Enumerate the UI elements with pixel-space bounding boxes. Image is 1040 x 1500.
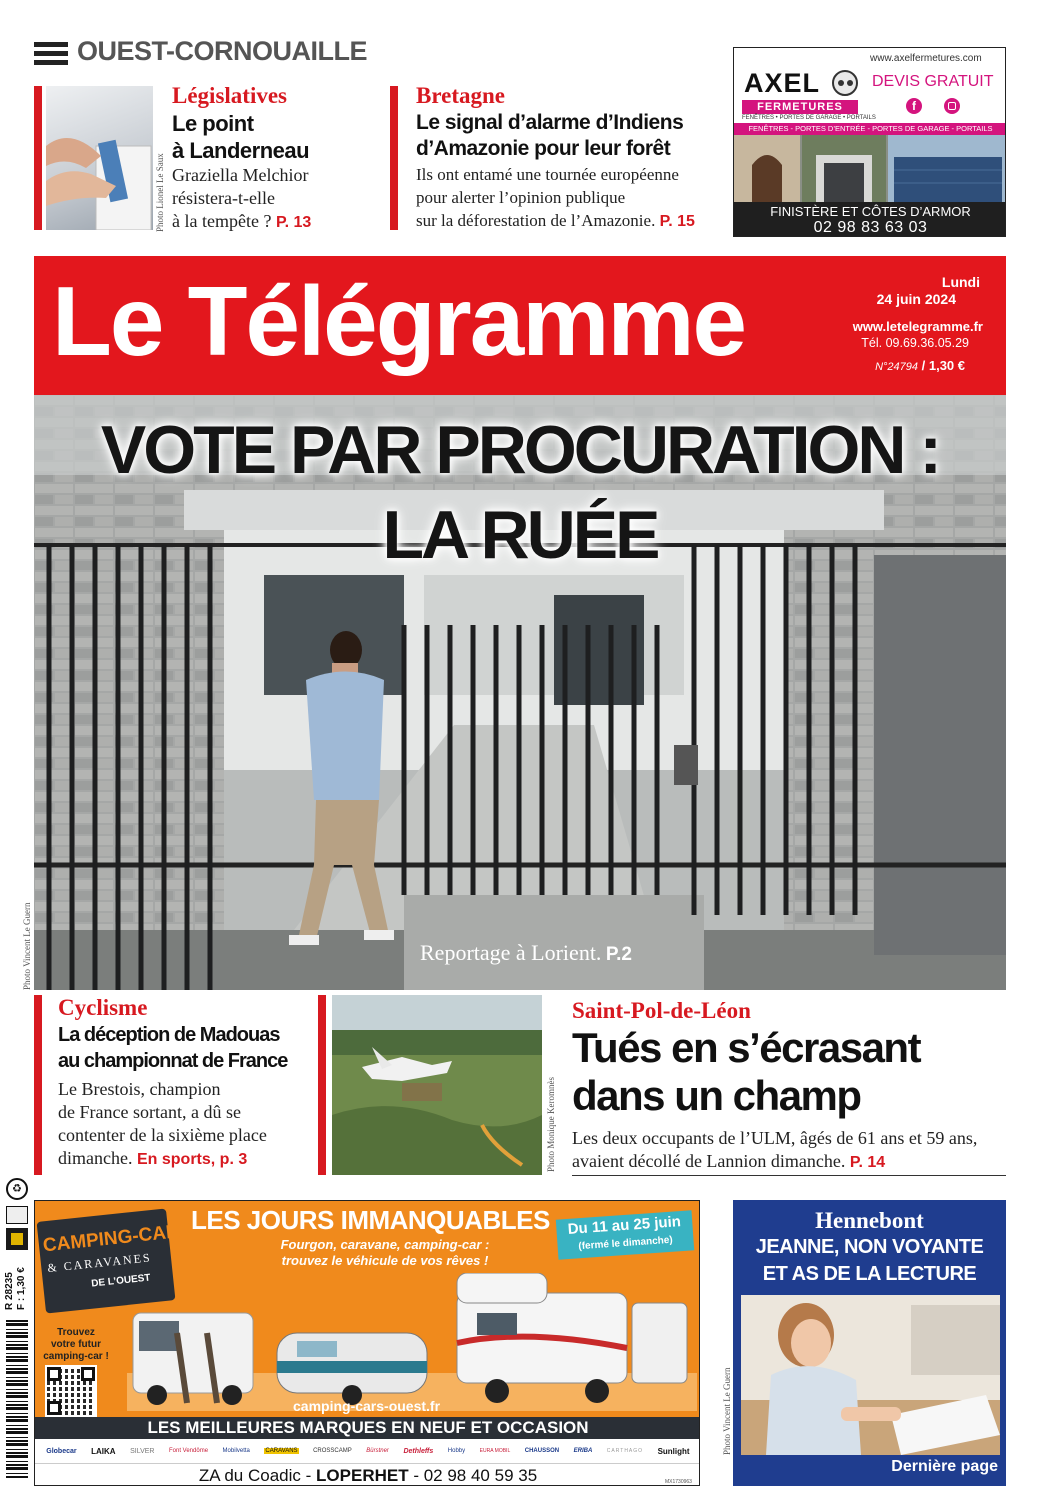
ad-camping-logo-3: DE L’OUEST — [90, 1272, 152, 1290]
brand-logo: CROSSCAMP — [313, 1448, 352, 1454]
cycling-body-4-text: dimanche. — [58, 1148, 133, 1168]
brand-logo: Mobilvetta — [222, 1448, 250, 1454]
ad-camping[interactable] — [34, 1200, 700, 1486]
teaser-left-photo — [46, 86, 153, 230]
ad-camping-vehicles — [127, 1273, 697, 1411]
ad-camping-qr-text-2: votre futur — [51, 1339, 101, 1350]
crash-page-ref[interactable]: P. 14 — [849, 1154, 886, 1171]
ad-camping-qr-text-3: camping-car ! — [43, 1351, 109, 1362]
masthead-logo[interactable]: Le Télégramme — [52, 266, 745, 376]
hennebont-box[interactable] — [733, 1200, 1006, 1486]
edition-label: OUEST-CORNOUAILLE — [77, 36, 368, 66]
hennebont-kicker: Hennebont — [815, 1208, 924, 1233]
qr-code-icon[interactable] — [45, 1365, 97, 1417]
masthead-issue-price — [814, 358, 965, 373]
ad-axel-mascot-icon — [832, 70, 858, 96]
ad-camping-dates — [556, 1210, 694, 1259]
masthead — [34, 256, 1006, 395]
teaser-left-photo-credit: Photo Lionel Le Saux — [155, 153, 165, 232]
cycling-title-1[interactable]: La déception de Madouas — [58, 1024, 280, 1046]
crash-photo — [332, 995, 542, 1175]
brand-logo: ERIBA — [573, 1448, 593, 1454]
teaser-mid-body-3-text: sur la déforestation de l’Amazonie. — [416, 211, 656, 230]
crash-title-2[interactable]: dans un champ — [572, 1072, 861, 1119]
teaser-mid-body-2: pour alerter l’opinion publique — [416, 188, 626, 207]
press-icon — [6, 1206, 28, 1224]
brand-logo: Sunlight — [657, 1446, 690, 1456]
teaser-mid-page-ref[interactable]: P. 15 — [659, 213, 695, 230]
hennebont-title-2: ET AS DE LA LECTURE — [762, 1263, 977, 1285]
crash-body-2 — [572, 1150, 885, 1174]
brand-logo: CARTHAGO — [606, 1448, 644, 1454]
ad-axel-website: www.axelfermetures.com — [870, 53, 982, 64]
main-caption-page-ref[interactable]: P.2 — [605, 944, 632, 965]
crash-body-2-text: avaient décollé de Lannion dimanche. — [572, 1151, 846, 1171]
cycling-body-2: de France sortant, a dû se — [58, 1102, 241, 1122]
brand-logo: LAIKA — [91, 1446, 116, 1456]
teaser-left-body-1: Graziella Melchior — [172, 165, 309, 185]
teaser-left-kicker: Législatives — [172, 83, 287, 108]
brand-logo: CHAUSSON — [524, 1448, 560, 1454]
cycling-body-4 — [58, 1147, 247, 1171]
teaser-mid-kicker: Bretagne — [416, 83, 506, 108]
ad-camping-address[interactable] — [35, 1463, 700, 1486]
brand-logo: Font Vendôme — [169, 1448, 209, 1454]
hennebont-photo-credit: Photo Vincent Le Guern — [722, 1367, 732, 1455]
teaser-left-title-2[interactable]: à Landerneau — [172, 138, 310, 163]
ad-camping-sub-1: Fourgon, caravane, camping-car : — [280, 1237, 490, 1252]
crash-rule — [572, 1175, 1006, 1176]
cycling-page-ref[interactable]: En sports, p. 3 — [136, 1151, 248, 1168]
crash-title-1[interactable]: Tués en s’écrasant — [572, 1024, 921, 1071]
ad-camping-brands — [35, 1439, 700, 1463]
brand-logo: Dethleffs — [403, 1447, 434, 1455]
masthead-day: Lundi — [941, 274, 980, 290]
side-code: R 28235 — [4, 1272, 15, 1310]
main-photo-credit: Photo Vincent Le Guern — [22, 902, 32, 990]
cycling-kicker: Cyclisme — [58, 995, 148, 1020]
teaser-mid-body-3 — [416, 209, 695, 233]
teaser-mid-title-2[interactable]: d’Amazonie pour leur forêt — [416, 137, 671, 160]
side-price: F : 1,30 € — [16, 1267, 27, 1310]
crash-photo-credit: Photo Monique Keromnès — [546, 1077, 556, 1172]
crash-body-1: Les deux occupants de l’ULM, âgés de 61 ans et 59 ans, — [572, 1128, 978, 1148]
ad-camping-address-3: - 02 98 40 59 35 — [413, 1466, 538, 1485]
main-caption-text: Reportage à Lorient. — [420, 940, 602, 965]
hennebont-page-ref[interactable]: Dernière page — [891, 1458, 998, 1475]
brand-logo: CARAVANS — [265, 1448, 298, 1454]
cycling-body-3: contenter de la sixième place — [58, 1125, 267, 1145]
teaser-left-page-ref[interactable]: P. 13 — [275, 214, 312, 231]
main-headline-2[interactable]: LA RUÉE — [382, 497, 658, 573]
ad-camping-logo-2: & CARAVANES — [46, 1250, 153, 1276]
ad-camping-tagline: LES MEILLEURES MARQUES EN NEUF ET OCCASION — [35, 1417, 700, 1439]
cycling-body-1: Le Brestois, champion — [58, 1079, 221, 1099]
masthead-phone: Tél. 09.69.36.05.29 — [861, 336, 969, 350]
ad-camping-ref: MX1730963 — [665, 1479, 692, 1485]
ad-axel-strip: FENÊTRES - PORTES D’ENTRÉE - PORTES DE GARAGE - PORTAILS — [734, 123, 1006, 135]
ad-camping-url[interactable]: camping-cars-ouest.fr — [293, 1398, 441, 1414]
ad-axel-phone[interactable]: 02 98 83 63 03 — [813, 219, 928, 236]
brand-logo: Hobby — [447, 1448, 466, 1454]
cycling-bar-right — [318, 995, 326, 1175]
facebook-icon[interactable]: f — [906, 98, 922, 114]
ad-axel-photos — [734, 135, 1006, 202]
instagram-icon[interactable] — [944, 98, 960, 114]
hennebont-photo — [741, 1295, 1000, 1455]
teaser-left-body-3 — [172, 210, 311, 234]
teaser-left-bar — [34, 86, 42, 230]
teaser-left-body-2: résistera-t-elle — [172, 188, 275, 208]
masthead-date: 24 juin 2024 — [876, 291, 956, 307]
masthead-website[interactable]: www.letelegramme.fr — [852, 319, 983, 334]
ad-camping-dates-1: Du 11 au 25 juin — [567, 1213, 682, 1238]
ad-axel[interactable] — [733, 47, 1006, 237]
brand-logo: SILVER — [130, 1447, 155, 1455]
ad-camping-headline: LES JOURS IMMANQUABLES — [191, 1205, 550, 1235]
recycle-icon: ♻ — [6, 1178, 28, 1200]
masthead-price: / 1,30 € — [921, 358, 965, 373]
main-caption[interactable] — [420, 940, 632, 966]
ad-axel-brand-tagline: FENÊTRES • PORTES DE GARAGE • PORTAILS — [742, 115, 876, 121]
cycling-bar-left — [34, 995, 42, 1175]
ad-axel-region: FINISTÈRE ET CÔTES D’ARMOR — [770, 204, 971, 219]
teaser-mid-body-1: Ils ont entamé une tournée européenne — [416, 165, 679, 184]
main-headline-1[interactable]: VOTE PAR PROCURATION : — [100, 412, 940, 488]
ad-axel-logo — [740, 68, 876, 121]
cycling-title-2[interactable]: au championnat de France — [58, 1050, 288, 1072]
ad-camping-address-2: LOPERHET — [316, 1466, 409, 1485]
kiosk-icon — [6, 1228, 28, 1250]
brand-logo: Globecar — [46, 1447, 77, 1455]
ad-axel-cta[interactable]: DEVIS GRATUIT — [872, 73, 994, 90]
teaser-mid-bar — [390, 86, 398, 230]
teaser-left-title-1[interactable]: Le point — [172, 111, 254, 136]
ad-camping-sub-2: trouvez le véhicule de vos rêves ! — [281, 1253, 489, 1268]
crash-kicker: Saint-Pol-de-Léon — [572, 998, 751, 1023]
ad-axel-footer — [734, 202, 1006, 237]
barcode — [6, 1318, 28, 1478]
menu-icon[interactable] — [34, 42, 68, 66]
ad-axel-brand-sub: FERMETURES — [742, 100, 858, 114]
teaser-mid-title-1[interactable]: Le signal d’alarme d’Indiens — [416, 111, 684, 134]
ad-camping-logo-1: CAMPING-CARS — [41, 1219, 194, 1257]
brand-logo: Bürstner — [366, 1448, 389, 1454]
ad-camping-address-1: ZA du Coadic - — [198, 1466, 312, 1485]
brand-logo: EURA MOBIL — [479, 1448, 511, 1454]
masthead-issue: N°24794 — [875, 361, 918, 373]
teaser-left-body-3-text: à la tempête ? — [172, 211, 272, 231]
ad-camping-dates-2: (fermé le dimanche) — [578, 1234, 674, 1253]
ad-camping-qr-text-1: Trouvez — [57, 1327, 95, 1338]
hennebont-title-1: JEANNE, NON VOYANTE — [755, 1236, 984, 1258]
ad-axel-brand: AXEL — [744, 68, 821, 98]
